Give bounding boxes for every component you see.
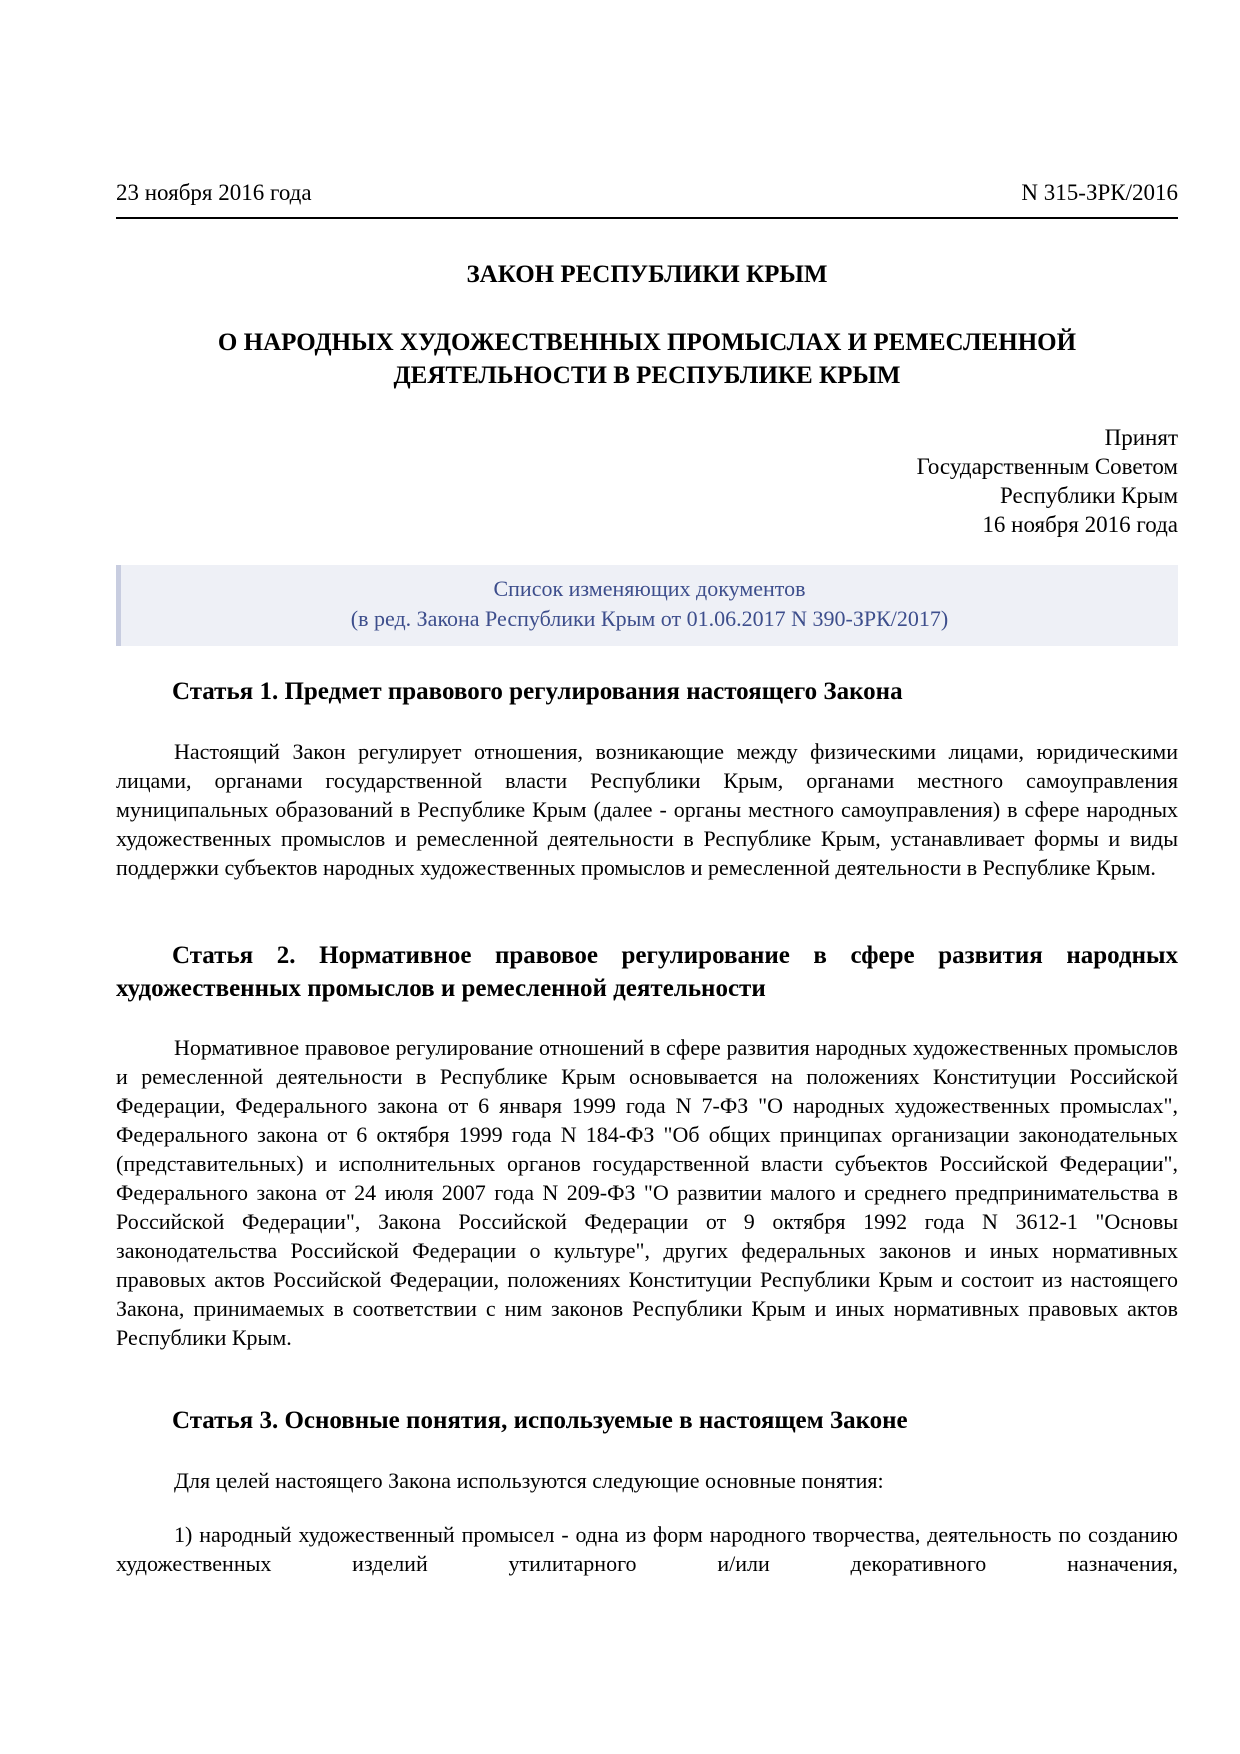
header-divider	[116, 217, 1178, 219]
amendment-link[interactable]: (в ред. Закона Республики Крым от 01.06.2017 N 390-ЗРК/2017)	[350, 606, 949, 631]
adoption-line-2: Государственным Советом	[916, 454, 1178, 479]
amendments-box	[116, 565, 1178, 646]
law-subject	[116, 326, 1178, 392]
adoption-block	[116, 423, 1178, 539]
article-3-title: Статья 3. Основные понятия, используемые в настоящем Законе	[172, 1407, 908, 1434]
law-subject-line-2: ДЕЯТЕЛЬНОСТИ В РЕСПУБЛИКЕ КРЫМ	[393, 362, 901, 389]
law-title: ЗАКОН РЕСПУБЛИКИ КРЫМ	[466, 261, 828, 288]
article-1-title: Статья 1. Предмет правового регулирования настоящего Закона	[172, 678, 903, 705]
adoption-date: 16 ноября 2016 года	[982, 512, 1178, 537]
amendments-heading: Список изменяющих документов	[493, 576, 806, 601]
article-2-text: Нормативное правовое регулирование отношений в сфере развития народных художественных промыслов и ремесленной деятельности в Республике Крым основывается на положениях Конституции Российской Федерации, Федерального закона от 6 января 1999 года N 7-ФЗ "О народных художественных промыслах", Федерального закона от 6 октября 1999 года N 184-ФЗ "Об общих принципах организации законодательных (представительных) и исполнительных органов государственной власти субъектов Российской Федерации", Федерального закона от 24 июля 2007 года N 209-ФЗ "О развитии малого и среднего предпринимательства в Российской Федерации", Закона Российской Федерации от 9 октября 1992 года N 3612-1 "Основы законодательства Российской Федерации о культуре", других федеральных законов и иных нормативных правовых актов Российской Федерации, положениях Конституции Республики Крым и состоит из настоящего Закона, принимаемых в соответствии с ним законов Республики Крым и иных нормативных правовых актов Республики Крым.	[116, 1035, 1178, 1350]
document-header	[116, 178, 1178, 208]
article-3-item-1: 1) народный художественный промысел - одна из форм народного творчества, деятельность по созданию художественных изделий утилитарного и/или декоративного назначения,	[116, 1522, 1178, 1576]
document-date: 23 ноября 2016 года	[116, 180, 312, 205]
adoption-line-3: Республики Крым	[1000, 483, 1178, 508]
adoption-line-1: Принят	[1104, 425, 1178, 450]
law-subject-line-1: О НАРОДНЫХ ХУДОЖЕСТВЕННЫХ ПРОМЫСЛАХ И РЕМЕСЛЕННОЙ	[217, 329, 1077, 356]
document-number: N 315-ЗРК/2016	[1021, 180, 1178, 205]
article-2-title: Статья 2. Нормативное правовое регулирование в сфере развития народных художественных промыслов и ремесленной деятельности	[116, 942, 1178, 1002]
article-3-intro: Для целей настоящего Закона используются следующие основные понятия:	[174, 1468, 884, 1493]
article-1-text: Настоящий Закон регулирует отношения, возникающие между физическими лицами, юридическими лицами, органами государственной власти Республики Крым, органами местного самоуправления муниципальных образований в Республике Крым (далее - органы местного самоуправления) в сфере народных художественных промыслов и ремесленной деятельности в Республике Крым, устанавливает формы и виды поддержки субъектов народных художественных промыслов и ремесленной деятельности в Республике Крым.	[116, 739, 1178, 880]
